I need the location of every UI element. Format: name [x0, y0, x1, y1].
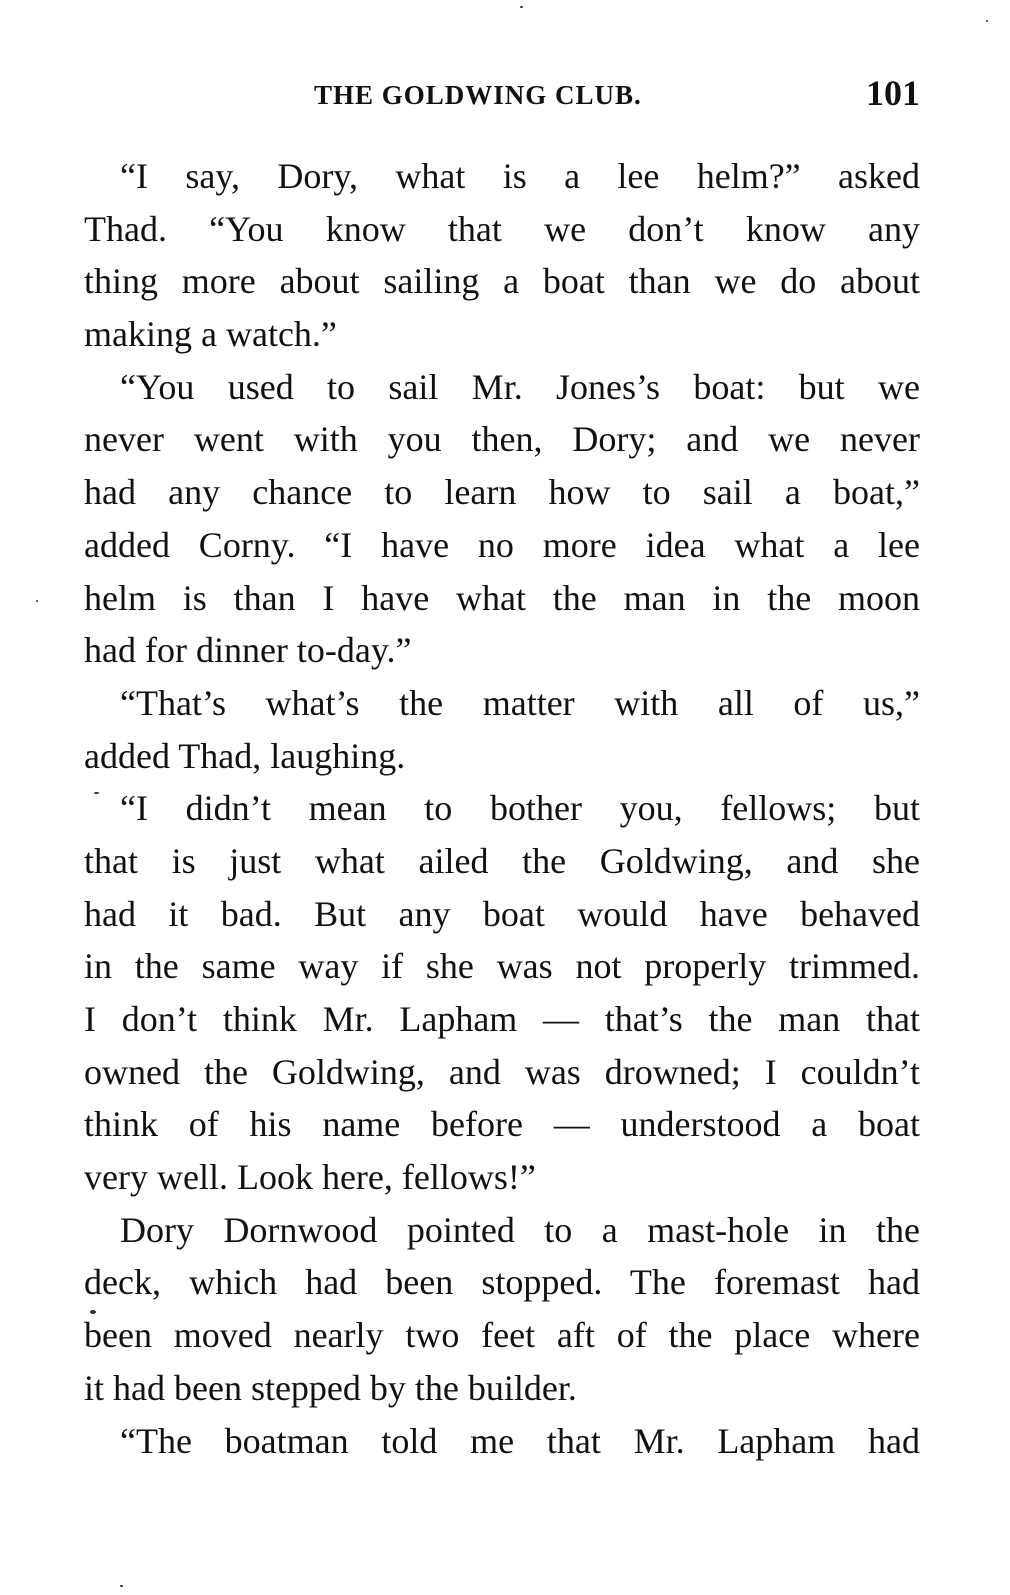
page-header — [84, 72, 920, 116]
text-line: helm is than I have what the man in the moon — [84, 577, 920, 618]
scan-speck — [520, 6, 523, 8]
text-line: very well. Look here, fellows!” — [84, 1157, 536, 1198]
text-line: “I didn’t mean to bother you, fellows; but — [120, 788, 920, 829]
text-line: added Thad, laughing. — [84, 735, 406, 776]
text-line: owned the Goldwing, and was drowned; I couldn’t — [84, 1051, 920, 1092]
scan-speck — [36, 600, 38, 602]
text-line: deck, which had been stopped. The foremast had — [84, 1262, 920, 1303]
scan-speck — [90, 1310, 96, 1314]
text-line: that is just what ailed the Goldwing, and she — [84, 840, 920, 881]
text-line: in the same way if she was not properly trimmed. — [84, 946, 920, 987]
text-line: “I say, Dory, what is a lee helm?” asked — [120, 156, 920, 196]
text-line: been moved nearly two feet aft of the place where — [84, 1315, 920, 1356]
page-number: 101 — [866, 73, 920, 113]
text-line: making a watch.” — [84, 314, 337, 355]
text-line: it had been stepped by the builder. — [84, 1367, 577, 1408]
text-line: had for dinner to-day.” — [84, 630, 412, 671]
text-line: never went with you then, Dory; and we never — [84, 419, 920, 460]
text-line: Thad. “You know that we don’t know any — [84, 208, 920, 249]
text-line: had it bad. But any boat would have behaved — [84, 893, 920, 934]
scan-speck — [94, 792, 99, 794]
text-line: I don’t think Mr. Lapham — that’s the man that — [84, 999, 920, 1039]
text-line: think of his name before — understood a boat — [84, 1104, 920, 1145]
text-line: “You used to sail Mr. Jones’s boat: but we — [120, 366, 920, 407]
text-line: added Corny. “I have no more idea what a lee — [84, 524, 920, 565]
text-line: “That’s what’s the matter with all of us,” — [120, 682, 920, 723]
scan-speck — [120, 1585, 123, 1587]
body-text — [84, 150, 920, 1467]
text-line: “The boatman told me that Mr. Lapham had — [120, 1420, 920, 1461]
running-title: THE GOLDWING CLUB. — [314, 80, 642, 110]
scan-speck — [986, 20, 988, 22]
text-line: had any chance to learn how to sail a boat,” — [84, 472, 920, 513]
text-line: thing more about sailing a boat than we do about — [84, 261, 920, 302]
text-line: Dory Dornwood pointed to a mast-hole in the — [120, 1209, 920, 1250]
